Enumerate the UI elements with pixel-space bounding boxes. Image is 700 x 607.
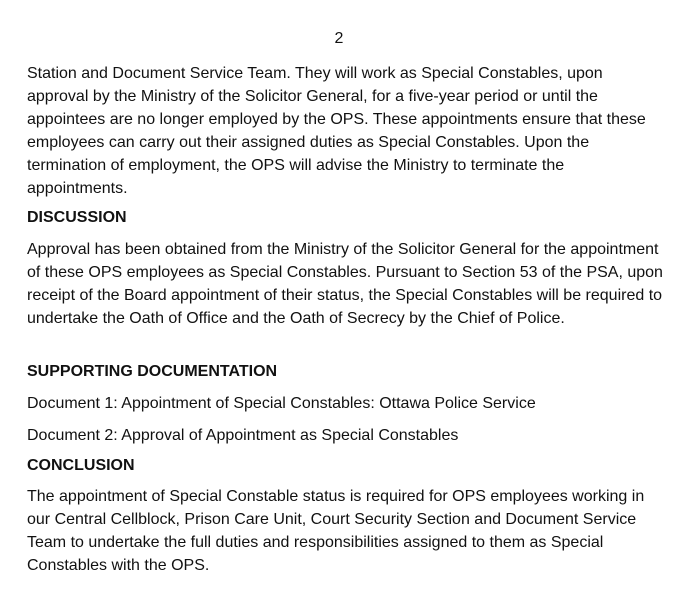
discussion-paragraph: Approval has been obtained from the Ministry of the Solicitor General for the appointment of these OPS employees as Special Constables. Pursuant to Section 53 of the PSA, upon receipt of the Board appointment of their status, the Special Constables will be required to undertake the Oath of Office and the Oath of Secrecy by the Chief of Police.	[27, 241, 663, 327]
intro-paragraph: Station and Document Service Team. They will work as Special Constables, upon approval by the Ministry of the Solicitor General, for a five-year period or until the appointees are no longer employed by the OPS. These appointments ensure that these employees can carry out their assigned duties as Special Constables. Upon the termination of employment, the OPS will advise the Ministry to terminate the appointments.	[27, 65, 646, 197]
document-2-item: Document 2: Approval of Appointment as Special Constables	[27, 427, 459, 444]
supporting-documentation-heading: SUPPORTING DOCUMENTATION	[27, 363, 278, 380]
conclusion-heading: CONCLUSION	[27, 457, 135, 474]
discussion-heading: DISCUSSION	[27, 209, 127, 226]
conclusion-paragraph: The appointment of Special Constable status is required for OPS employees working in our Central Cellblock, Prison Care Unit, Court Security Section and Document Service Team to undertake the full duties and responsibilities assigned to them as Special Constables with the OPS.	[27, 488, 645, 574]
document-1-item: Document 1: Appointment of Special Constables: Ottawa Police Service	[27, 395, 536, 412]
page-number: 2	[334, 30, 344, 47]
